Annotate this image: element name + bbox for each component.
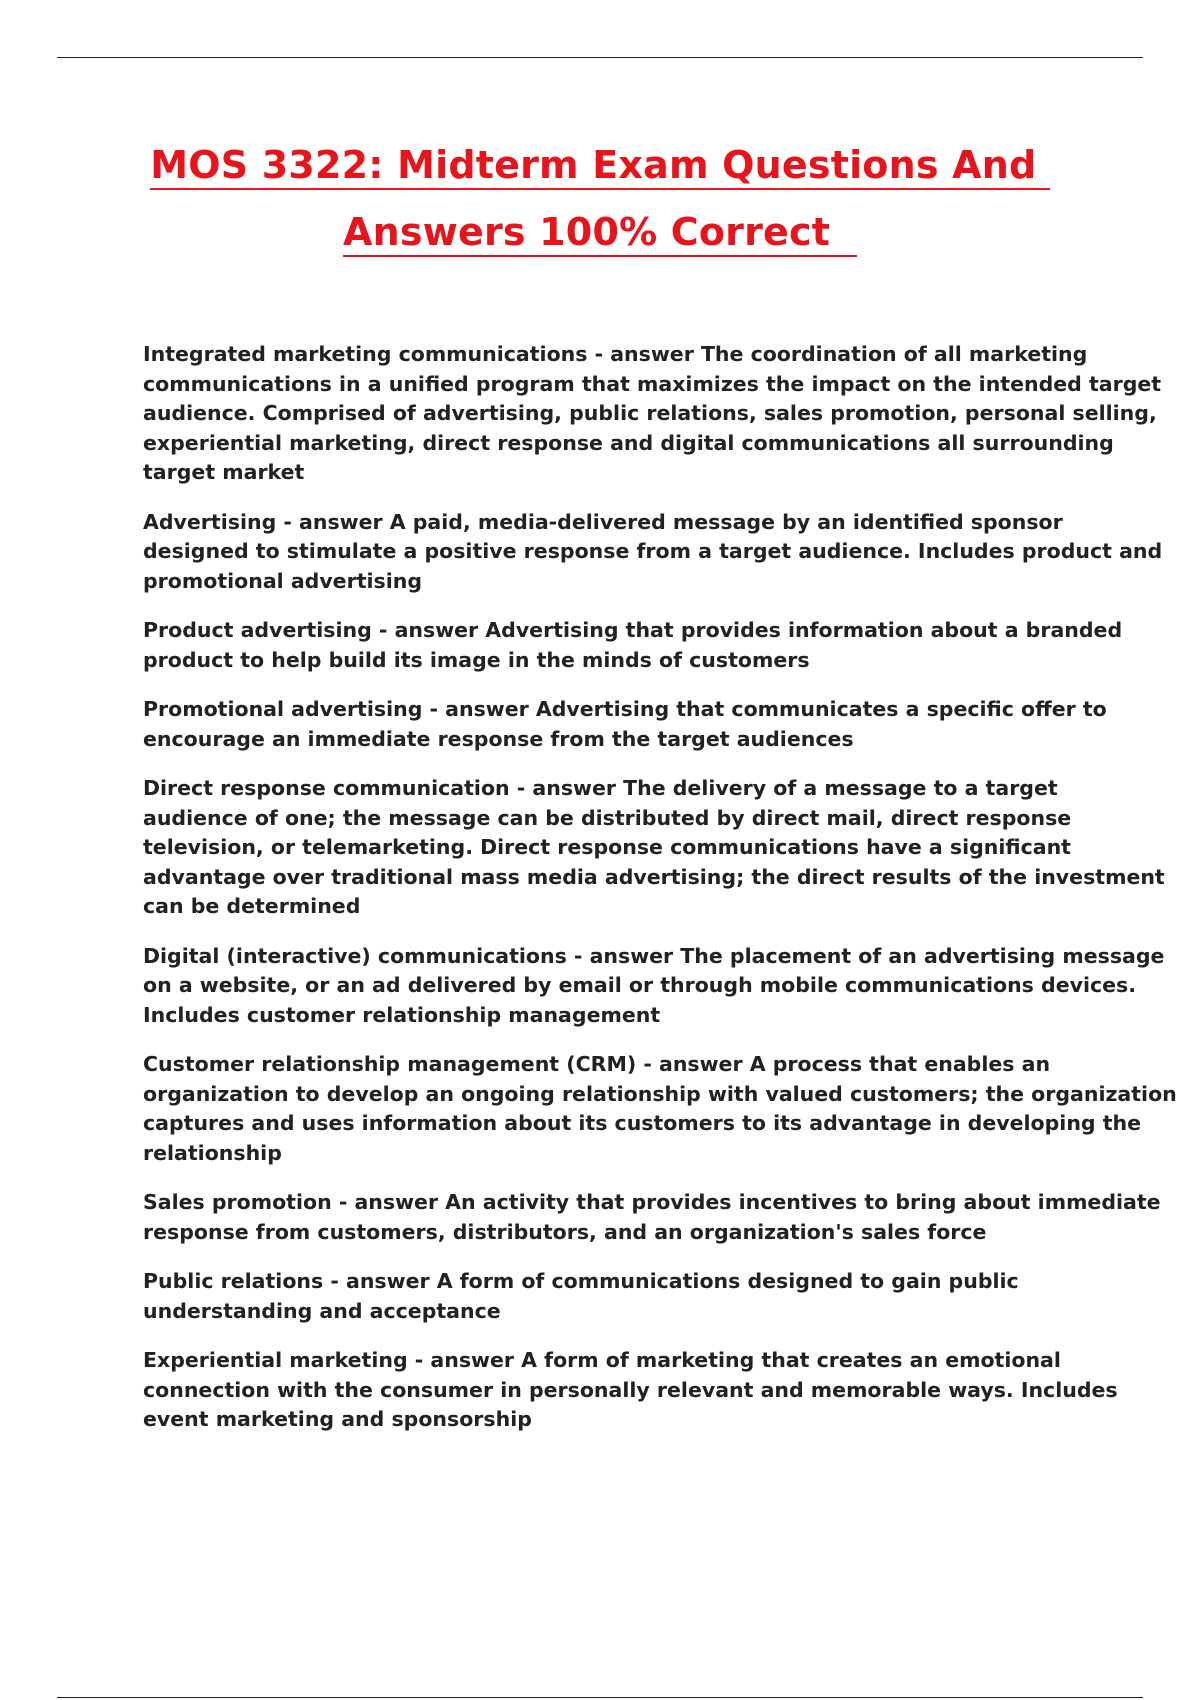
entry-line: relationship	[143, 1140, 282, 1165]
entry-line: organization to develop an ongoing relationship with valued customers; the organization	[143, 1081, 1177, 1106]
entry-line: Includes customer relationship management	[143, 1002, 661, 1027]
document-title	[0, 142, 1200, 276]
entry-advertising	[143, 508, 1163, 597]
entry-line: Digital (interactive) communications - answer The placement of an advertising message	[143, 943, 1165, 968]
title-line-1: MOS 3322: Midterm Exam Questions And	[150, 142, 1050, 190]
entry-line: Experiential marketing - answer A form of marketing that creates an emotional	[143, 1348, 1061, 1372]
entry-line: product to help build its image in the minds of customers	[143, 647, 810, 672]
entry-promotional-advertising	[143, 695, 1107, 754]
entry-line: Promotional advertising - answer Advertising that communicates a specific offer to	[143, 697, 1107, 721]
entry-line: response from customers, distributors, and an organization's sales force	[143, 1219, 987, 1244]
entry-product-advertising	[143, 616, 1123, 675]
entry-digital-communications	[143, 942, 1165, 1031]
entry-line: connection with the consumer in personally relevant and memorable ways. Includes	[143, 1377, 1118, 1402]
entry-line: advantage over traditional mass media advertising; the direct results of the investment	[143, 864, 1165, 889]
entry-line: Direct response communication - answer The delivery of a message to a target	[143, 776, 1058, 800]
entry-direct-response-communication	[143, 774, 1165, 922]
entry-experiential-marketing	[143, 1346, 1118, 1435]
title-line-2: Answers 100% Correct	[343, 209, 857, 257]
entry-line: communications in a unified program that maximizes the impact on the intended target	[143, 371, 1162, 396]
entry-line: Customer relationship management (CRM) - answer A process that enables an	[143, 1052, 1051, 1076]
entry-line: can be determined	[143, 894, 361, 918]
entry-line: on a website, or an ad delivered by email or through mobile communications devices.	[143, 973, 1137, 997]
entry-line: television, or telemarketing. Direct response communications have a significant	[143, 835, 1071, 859]
entry-line: Product advertising - answer Advertising that provides information about a branded	[143, 618, 1123, 642]
entry-line: encourage an immediate response from the target audiences	[143, 726, 854, 751]
top-rule	[57, 57, 1143, 58]
entry-integrated-marketing-communications	[143, 340, 1162, 488]
entry-line: Integrated marketing communications - answer The coordination of all marketing	[143, 342, 1088, 366]
qa-entries	[143, 340, 1177, 1455]
entry-line: Advertising - answer A paid, media-delivered message by an identified sponsor	[143, 509, 1063, 534]
entry-line: experiential marketing, direct response and digital communications all surrounding	[143, 430, 1114, 455]
entry-sales-promotion	[143, 1188, 1161, 1247]
entry-line: designed to stimulate a positive response from a target audience. Includes product and	[143, 539, 1163, 563]
entry-line: event marketing and sponsorship	[143, 1407, 532, 1431]
entry-public-relations	[143, 1267, 1103, 1326]
entry-line: target market	[143, 460, 305, 484]
entry-line: promotional advertising	[143, 568, 423, 593]
entry-line: Sales promotion - answer An activity that provides incentives to bring about immediate	[143, 1190, 1161, 1214]
bottom-rule	[57, 1697, 1143, 1698]
entry-line: Public relations - answer A form of communications designed to gain public	[143, 1269, 1019, 1293]
entry-line: understanding and acceptance	[143, 1298, 501, 1323]
entry-line: audience. Comprised of advertising, public relations, sales promotion, personal selling,	[143, 401, 1157, 425]
entry-line: captures and uses information about its customers to its advantage in developing the	[143, 1111, 1142, 1135]
entry-customer-relationship-management	[143, 1050, 1177, 1168]
entry-line: audience of one; the message can be distributed by direct mail, direct response	[143, 805, 1072, 830]
